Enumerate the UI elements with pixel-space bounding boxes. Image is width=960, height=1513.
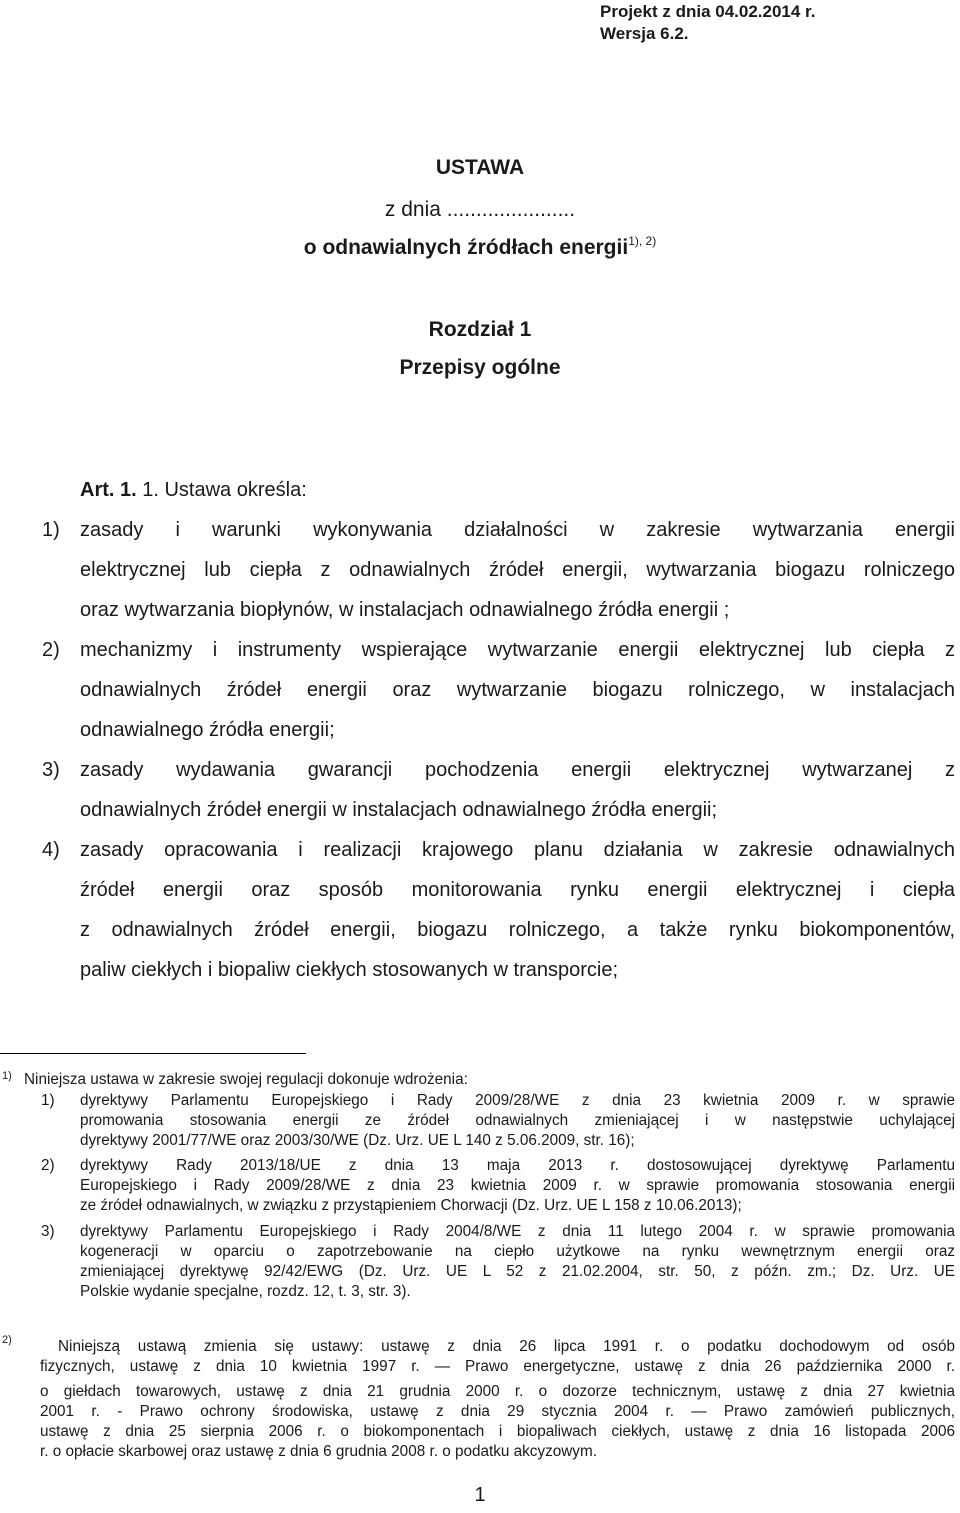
item-line: źródeł energii oraz sposób monitorowania rynku energii elektrycznej i ciepła: [80, 879, 955, 901]
item-line: oraz wytwarzania biopłynów, w instalacjach odnawialnego źródła energii ;: [80, 599, 730, 621]
item-number: 3): [42, 759, 60, 781]
footnote-line: fizycznych, ustawę z dnia 10 kwietnia 1997 r. — Prawo energetyczne, ustawę z dnia 26 października 2000 r.: [40, 1358, 955, 1375]
footnote-line: dyrektywy Parlamentu Europejskiego i Rady 2009/28/WE z dnia 23 kwietnia 2009 r. w sprawie: [80, 1092, 955, 1109]
item-number: 1): [41, 1092, 55, 1109]
item-number: 1): [42, 519, 60, 541]
footnote-line: ze źródeł odnawialnych, w związku z przystąpieniem Chorwacji (Dz. Urz. UE L 158 z 10.06.2013);: [80, 1197, 742, 1214]
page-number: 1: [474, 1484, 486, 1506]
footnote-line: kogeneracji w oparciu o zapotrzebowanie na ciepło użytkowe na rynku wewnętrznym energii oraz: [80, 1243, 955, 1260]
item-line: odnawialnego źródła energii;: [80, 719, 335, 741]
item-line: odnawialnych źródeł energii w instalacjach odnawialnego źródła energii;: [80, 799, 718, 821]
footnote-line: promowania stosowania energii ze źródeł odnawialnych zmieniającej i w następstwie uchylającej: [80, 1112, 955, 1129]
footnote-separator: [0, 1053, 306, 1054]
footnote-list-item: [41, 1222, 955, 1302]
footnote-line: zmieniającej dyrektywę 92/42/EWG (Dz. Urz. UE L 52 z 21.02.2004, str. 50, z późn. zm.; Dz. Urz. UE: [80, 1263, 955, 1280]
footnote-line: o giełdach towarowych, ustawę z dnia 21 grudnia 2000 r. o dozorze technicznym, ustawę z dnia 27 kwietnia: [40, 1383, 955, 1400]
footnote-list-item: [41, 1091, 955, 1151]
list-item: [42, 630, 955, 750]
article-heading: [80, 470, 307, 510]
item-line: elektrycznej lub ciepła z odnawialnych źródeł energii, wytwarzania biogazu rolniczego: [80, 559, 955, 581]
footnote-line: ustawę z dnia 25 sierpnia 2006 r. o biokomponentach i biopaliwach ciekłych, ustawę z dnia 16 listopada 2006: [40, 1423, 955, 1440]
list-item: [42, 750, 955, 830]
item-line: odnawialnych źródeł energii oraz wytwarzanie biogazu rolniczego, w instalacjach: [80, 679, 955, 701]
act-subject: o odnawialnych źródłach energii: [303, 236, 629, 259]
item-line: paliw ciekłych i biopaliw ciekłych stosowanych w transporcie;: [80, 959, 618, 981]
item-number: 3): [41, 1223, 55, 1240]
act-date: z dnia ......................: [384, 198, 576, 221]
item-line: z odnawialnych źródeł energii, biogazu rolniczego, a także rynku biokomponentów,: [80, 919, 955, 941]
footnote-line: dyrektywy 2001/77/WE oraz 2003/30/WE (Dz. Urz. UE L 140 z 5.06.2009, str. 16);: [80, 1132, 635, 1149]
act-title: USTAWA: [435, 156, 525, 179]
chapter-number: Rozdział 1: [428, 318, 532, 341]
item-line: zasady opracowania i realizacji krajowego planu działania w zakresie odnawialnych: [80, 839, 955, 861]
footnote-list-item: [41, 1156, 955, 1216]
article-intro: 1. Ustawa określa:: [142, 479, 307, 501]
project-date-header: Projekt z dnia 04.02.2014 r.: [600, 2, 816, 21]
item-line: zasady wydawania gwarancji pochodzenia energii elektrycznej wytwarzanej z: [80, 759, 955, 781]
footnote-line: Polskie wydanie specjalne, rozdz. 12, t. 3, str. 3).: [80, 1283, 411, 1300]
chapter-name: Przepisy ogólne: [399, 356, 561, 379]
item-line: mechanizmy i instrumenty wspierające wytwarzanie energii elektrycznej lub ciepła z: [80, 639, 955, 661]
item-number: 2): [42, 639, 60, 661]
item-number: 4): [42, 839, 60, 861]
list-item: [42, 830, 955, 990]
version-header: Wersja 6.2.: [600, 24, 689, 43]
footnote-body: [40, 1337, 955, 1462]
item-line: zasady i warunki wykonywania działalności w zakresie wytwarzania energii: [80, 519, 955, 541]
footnote-line: Europejskiego i Rady 2009/28/WE z dnia 23 kwietnia 2009 r. w sprawie promowania stosowania energii: [80, 1177, 955, 1194]
footnote-line: r. o opłacie skarbowej oraz ustawę z dnia 6 grudnia 2008 r. o podatku akcyzowym.: [40, 1443, 597, 1460]
footnote-line: dyrektywy Parlamentu Europejskiego i Rady 2004/8/WE z dnia 11 lutego 2004 r. w sprawie promowania: [80, 1223, 955, 1240]
act-subject-line: [0, 236, 960, 260]
item-number: 2): [41, 1157, 55, 1174]
footnote-intro: Niniejsza ustawa w zakresie swojej regulacji dokonuje wdrożenia:: [24, 1071, 468, 1088]
footnote-line: 2001 r. - Prawo ochrony środowiska, ustawę z dnia 29 stycznia 2004 r. — Prawo zamówień publicznych,: [40, 1403, 955, 1420]
list-item: [42, 510, 955, 630]
footnote-line: dyrektywy Rady 2013/18/UE z dnia 13 maja 2013 r. dostosowującej dyrektywę Parlamentu: [80, 1157, 955, 1174]
footnote-marker: 2): [2, 1334, 12, 1346]
footnote-line: Niniejszą ustawą zmienia się ustawy: ustawę z dnia 26 lipca 1991 r. o podatku dochodowym od osób: [58, 1338, 955, 1355]
article-label: Art. 1.: [80, 479, 137, 501]
footnote-marker: 1): [2, 1070, 12, 1082]
act-footnote-refs: 1), 2): [628, 234, 657, 248]
